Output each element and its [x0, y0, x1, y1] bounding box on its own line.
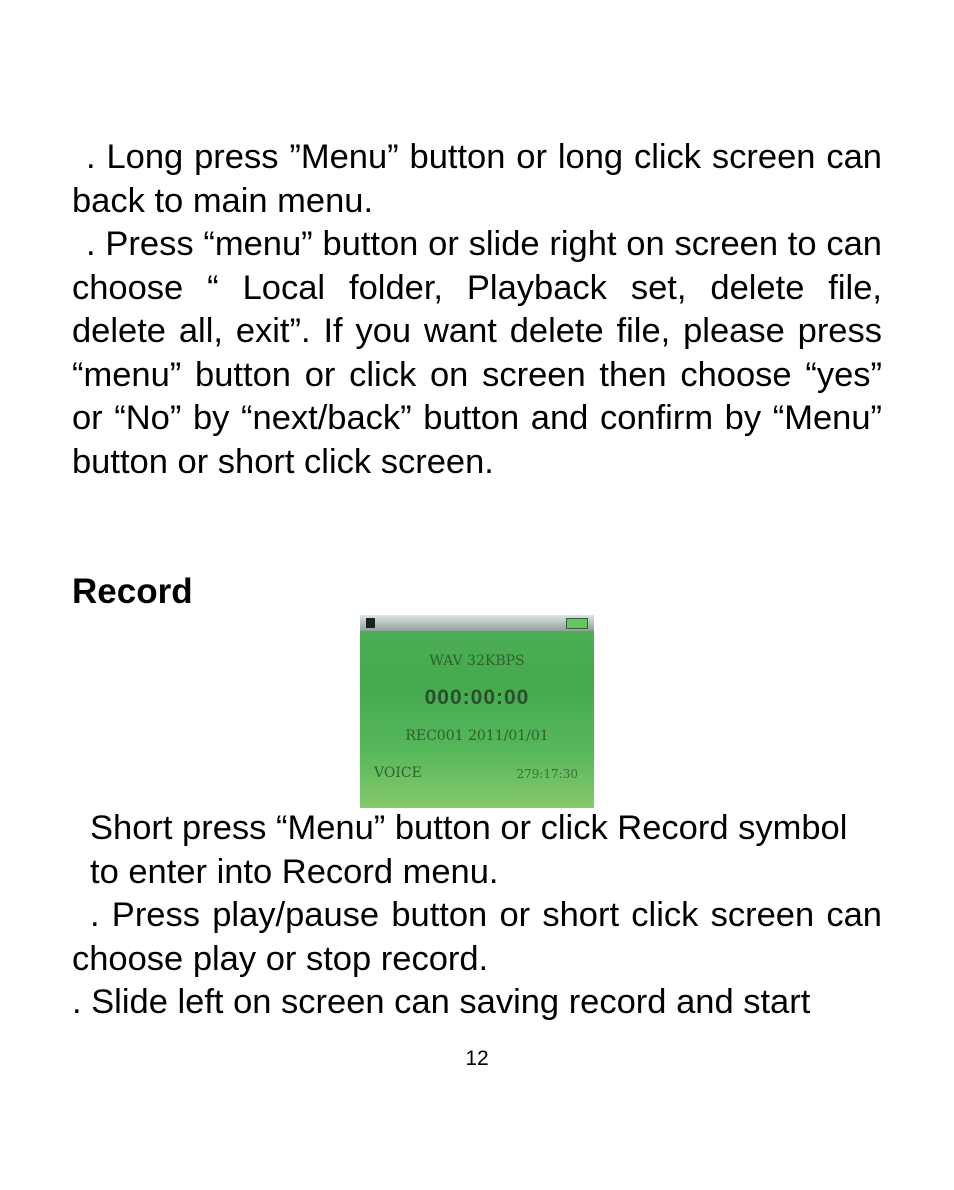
- record-file-info: REC001 2011/01/01: [405, 728, 549, 744]
- record-screen-image: [360, 615, 594, 808]
- section-title-record: Record: [72, 572, 193, 611]
- record-elapsed-time: 000:00:00: [424, 686, 530, 709]
- record-format: WAV 32KBPS: [429, 653, 525, 669]
- device-status-bar: [360, 615, 594, 631]
- battery-icon: [566, 618, 588, 629]
- record-remaining-time: 279:17:30: [516, 767, 578, 781]
- page-number: 12: [465, 1047, 489, 1070]
- paragraph-short-press-menu: Short press “Menu” button or click Record symbol to enter into Record menu.: [90, 809, 848, 891]
- paragraph-press-menu-options: . Press “menu” button or slide right on screen to can choose “ Local folder, Playback set, delete file, delete all, exit”. If you want delete file, please press “menu” button or click on screen then choose “yes” or “No” by “next/back” button and confirm by “Menu” button or short click screen.: [72, 225, 882, 481]
- paragraph-slide-left: . Slide left on screen can saving record and start: [72, 983, 811, 1021]
- paragraph-play-pause: . Press play/pause button or short click screen can choose play or stop record.: [72, 896, 882, 978]
- record-source: VOICE: [374, 765, 422, 781]
- status-marker-icon: [366, 618, 375, 628]
- paragraph-long-press-menu: . Long press ”Menu” button or long click screen can back to main menu.: [72, 138, 882, 220]
